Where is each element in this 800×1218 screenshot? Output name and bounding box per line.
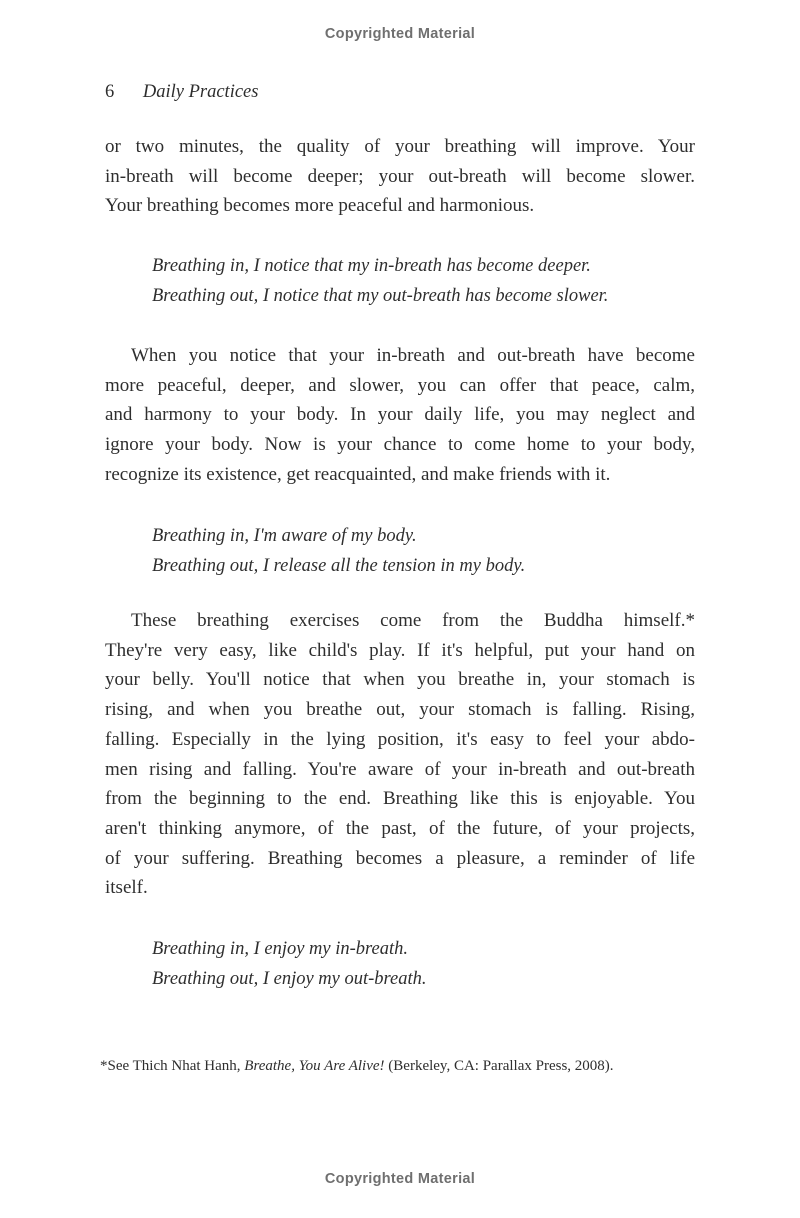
- page-header: [105, 80, 258, 104]
- text-line: rising, and when you breathe out, your stomach is falling. Rising,: [105, 699, 695, 721]
- text-line: Your breathing becomes more peaceful and harmonious.: [105, 195, 535, 217]
- page-number: 6: [105, 82, 115, 102]
- footnote-text-prefix: See Thich Nhat Hanh,: [107, 1058, 245, 1074]
- text-line: Breathing out, I notice that my out-breath has become slower.: [152, 286, 609, 306]
- text-line: and harmony to your body. In your daily life, you may neglect and: [105, 404, 695, 426]
- text-line: These breathing exercises come from the Buddha himself.*: [131, 610, 695, 631]
- paragraph-breathing-quality: [105, 132, 695, 221]
- footnote-book-title: Breathe, You Are Alive!: [244, 1058, 385, 1074]
- text-line: Breathing in, I'm aware of my body.: [152, 526, 417, 546]
- text-line: Breathing out, I release all the tension in my body.: [152, 556, 526, 576]
- running-title: Daily Practices: [142, 82, 259, 102]
- quote-block-enjoy-breath: [152, 934, 427, 994]
- text-line: Breathing out, I enjoy my out-breath.: [152, 969, 427, 989]
- text-line: They're very easy, like child's play. If it's helpful, put your hand on: [105, 639, 695, 661]
- text-line: or two minutes, the quality of your breathing will improve. Your: [105, 136, 695, 157]
- text-line: in-breath will become deeper; your out-breath will become slower.: [105, 165, 695, 187]
- text-line: aren't thinking anymore, of the past, of the future, of your projects,: [105, 817, 695, 839]
- footnote: [100, 1056, 720, 1076]
- text-line: When you notice that your in-breath and out-breath have become: [131, 345, 695, 366]
- text-line: falling. Especially in the lying position, it's easy to feel your abdo-: [105, 728, 695, 750]
- text-line: recognize its existence, get reacquainted, and make friends with it.: [105, 463, 611, 485]
- text-line: of your suffering. Breathing becomes a pleasure, a reminder of life: [105, 847, 695, 869]
- footnote-marker: *: [100, 1058, 108, 1074]
- footnote-text-suffix: (Berkeley, CA: Parallax Press, 2008).: [384, 1058, 614, 1074]
- text-line: more peaceful, deeper, and slower, you can offer that peace, calm,: [105, 374, 695, 396]
- text-line: Breathing in, I enjoy my in-breath.: [152, 939, 409, 959]
- copyright-notice-top: Copyrighted Material: [324, 26, 476, 42]
- text-line: your belly. You'll notice that when you breathe in, your stomach is: [105, 669, 695, 691]
- quote-block-aware-of-body: [152, 521, 525, 581]
- quote-block-deeper-slower: [152, 251, 608, 311]
- paragraph-buddha-exercises: [105, 606, 695, 903]
- copyright-notice-bottom: Copyrighted Material: [324, 1171, 476, 1187]
- text-line: itself.: [105, 877, 148, 899]
- text-line: from the beginning to the end. Breathing like this is enjoyable. You: [105, 788, 695, 810]
- paragraph-come-home-to-body: [105, 341, 695, 490]
- text-line: Breathing in, I notice that my in-breath has become deeper.: [152, 256, 591, 276]
- text-line: men rising and falling. You're aware of your in-breath and out-breath: [105, 758, 695, 780]
- text-line: ignore your body. Now is your chance to come home to your body,: [105, 434, 695, 456]
